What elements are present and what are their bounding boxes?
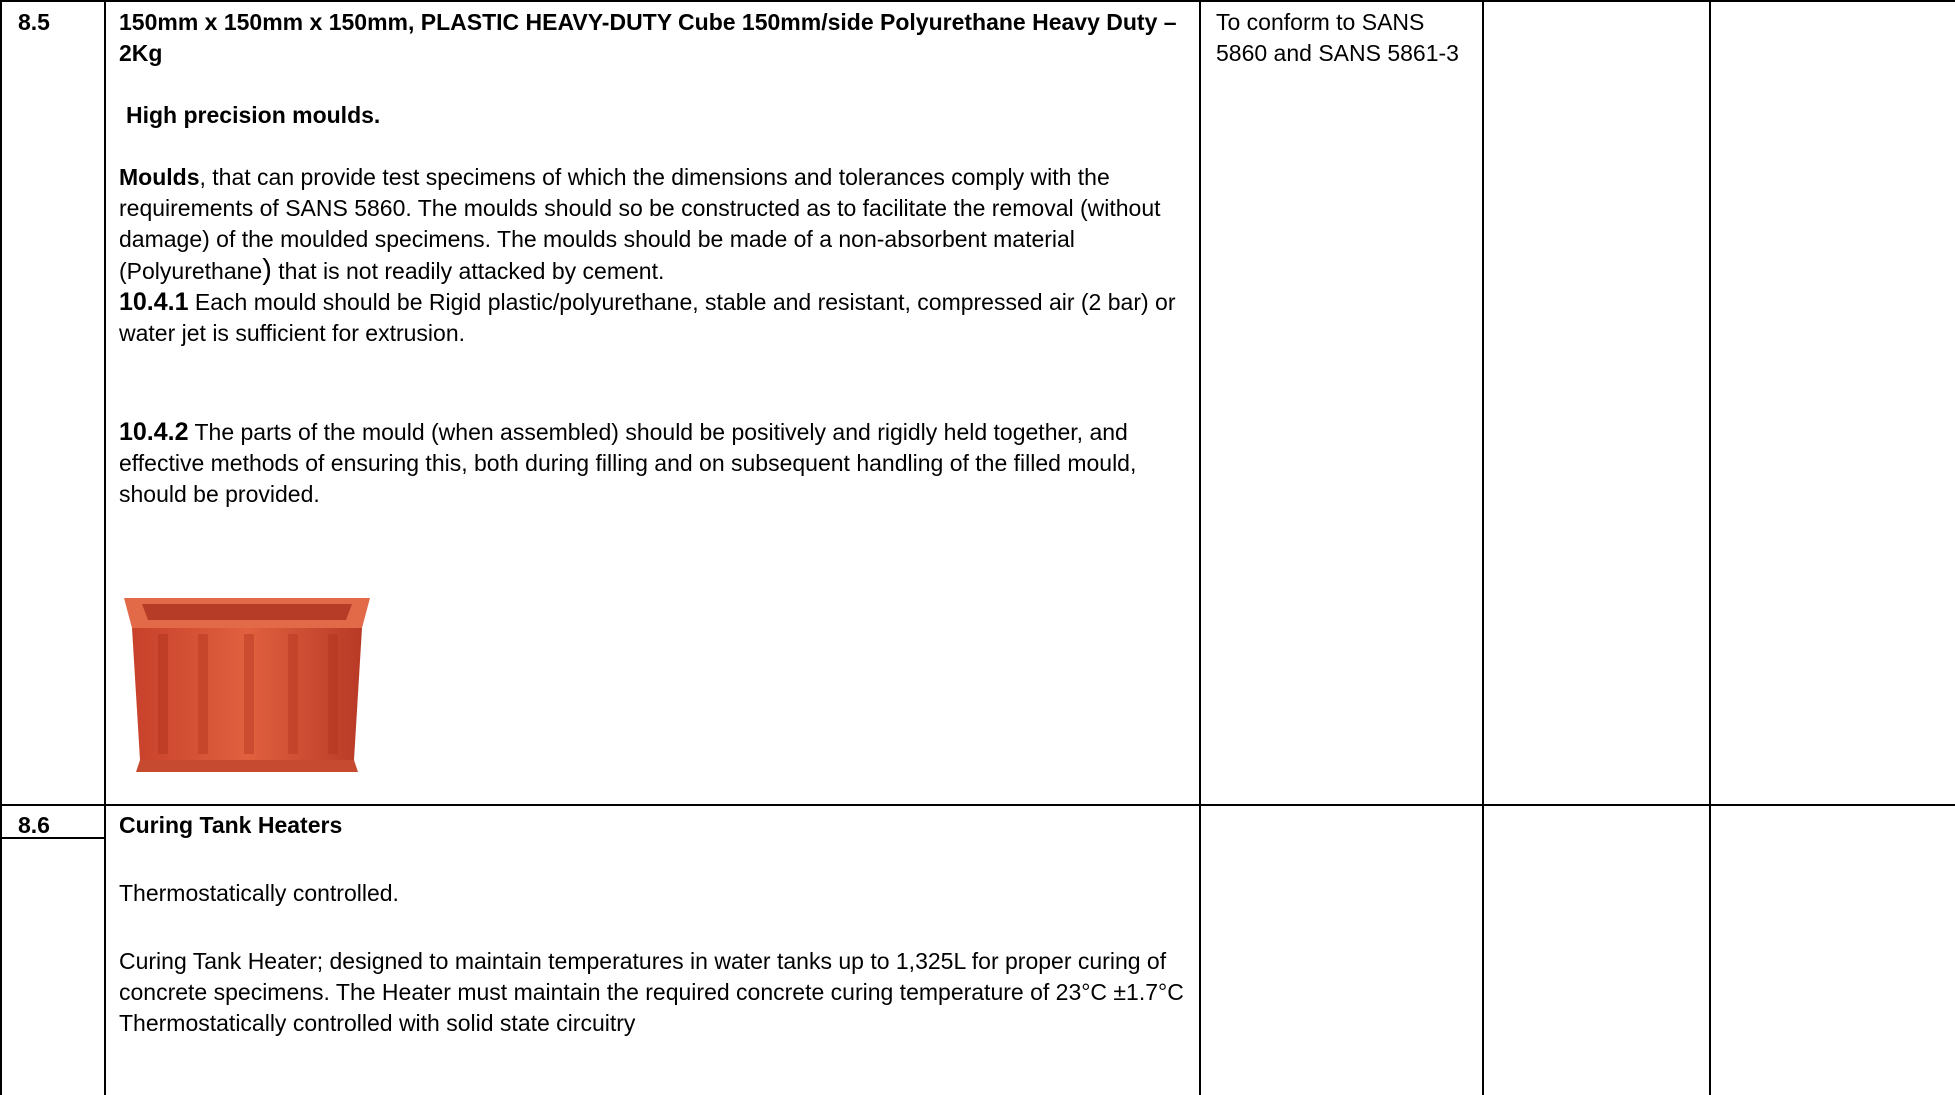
clause-number: 10.4.2 [119, 418, 189, 446]
paren: ) [262, 254, 272, 286]
column-divider [1199, 0, 1201, 1095]
clause-paragraph [119, 287, 1187, 349]
clause-paragraph [119, 417, 1187, 510]
item-number: 8.5 [18, 9, 50, 35]
item-subtitle: Thermostatically controlled. [119, 880, 399, 906]
column-divider [1709, 0, 1711, 1095]
column-divider [0, 0, 2, 1095]
item-details: Curing Tank Heater; designed to maintain temperatures in water tanks up to 1,325L for proper curing of concrete specimens. The Heater must maintain the required concrete curing temperature of 23°C ±1.7°C [119, 948, 1184, 1005]
column-divider [1482, 0, 1484, 1095]
clause-number: 10.4.1 [119, 288, 189, 316]
item-title: 150mm x 150mm x 150mm, PLASTIC HEAVY-DUTY Cube 150mm/side Polyurethane Heavy Duty – 2Kg [119, 9, 1177, 66]
intro-text: , that can provide test specimens of which the dimensions and tolerances comply with the requirements of SANS 5860. The moulds should so be constructed as to facilitate the removal (without damage) of the moulded specimens. The moulds should be made of a non-absorbent material (Polyurethane [119, 164, 1161, 284]
paragraph [119, 162, 1187, 287]
clause-text: Each mould should be Rigid plastic/polyurethane, stable and resistant, compressed air (2 bar) or water jet is sufficient for extrusion. [119, 289, 1176, 346]
item-description [119, 7, 1187, 510]
column-divider [104, 0, 106, 1095]
item-title: Curing Tank Heaters [119, 812, 343, 838]
item-details-2: Thermostatically controlled with solid state circuitry [119, 1010, 636, 1036]
item-number: 8.6 [18, 812, 50, 838]
item-subtitle: High precision moulds. [126, 102, 381, 128]
row-divider [0, 804, 1955, 806]
item-description [119, 810, 1187, 1039]
standard-reference: To conform to SANS 5860 and SANS 5861-3 [1216, 9, 1459, 66]
row-divider [0, 837, 105, 839]
intro-text-end: that is not readily attacked by cement. [271, 258, 665, 284]
intro-term: Moulds [119, 164, 200, 190]
table-border-top [0, 0, 1955, 2]
mould-image [118, 590, 376, 780]
clause-text: The parts of the mould (when assembled) should be positively and rigidly held together, and effective methods of ensuring this, both during filling and on subsequent handling of the filled mould, should be provided. [119, 419, 1137, 507]
